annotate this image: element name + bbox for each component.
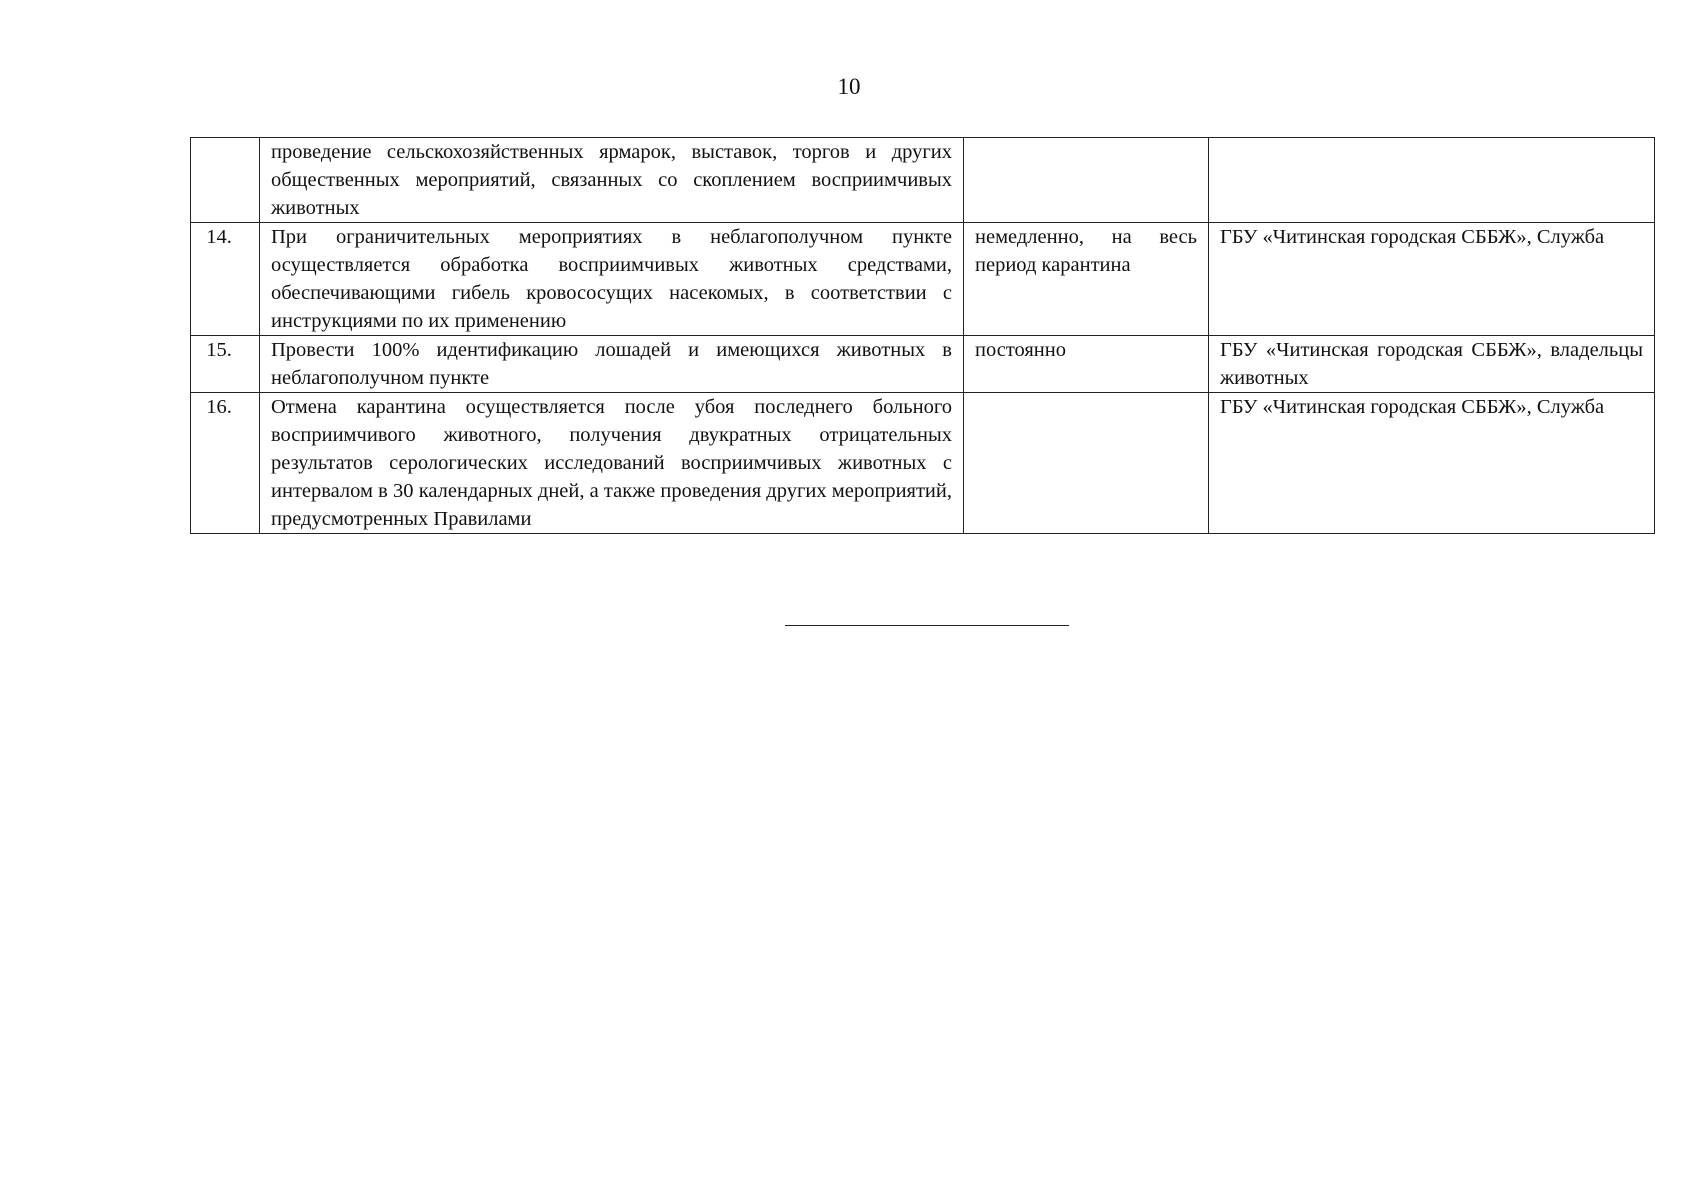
term-text: немедленно, на весь период карантина	[964, 223, 1209, 336]
term-text	[964, 138, 1209, 223]
row-number	[191, 138, 260, 223]
responsible-text	[1209, 138, 1655, 223]
table-row	[191, 138, 1655, 223]
term-text	[964, 393, 1209, 534]
responsible-text: ГБУ «Читинская городская СББЖ», владельцы животных	[1209, 336, 1655, 393]
measure-text: Отмена карантина осуществляется после убоя последнего больного восприимчивого животного, получения двукратных отрицательных результатов серологических исследований восприимчивых животных с интервалом в 30 календарных дней, а также проведения других мероприятий, предусмотренных Правилами	[260, 393, 964, 534]
measure-text: проведение сельскохозяйственных ярмарок, выставок, торгов и других общественных мероприятий, связанных со скоплением восприимчивых животных	[260, 138, 964, 223]
page-number: 10	[837, 74, 861, 99]
table-row	[191, 223, 1655, 336]
responsible-text: ГБУ «Читинская городская СББЖ», Служба	[1209, 393, 1655, 534]
table-row	[191, 336, 1655, 393]
measure-text: Провести 100% идентификацию лошадей и имеющихся животных в неблагополучном пункте	[260, 336, 964, 393]
responsible-text: ГБУ «Читинская городская СББЖ», Служба	[1209, 223, 1655, 336]
end-separator-line	[785, 625, 1069, 626]
measure-text: При ограничительных мероприятиях в неблагополучном пункте осуществляется обработка восприимчивых животных средствами, обеспечивающими гибель кровососущих насекомых, в соответствии с инструкциями по их применению	[260, 223, 964, 336]
row-number: 16.	[191, 393, 260, 534]
term-text: постоянно	[964, 336, 1209, 393]
table-row	[191, 393, 1655, 534]
row-number: 14.	[191, 223, 260, 336]
row-number: 15.	[191, 336, 260, 393]
measures-table	[190, 137, 1655, 534]
